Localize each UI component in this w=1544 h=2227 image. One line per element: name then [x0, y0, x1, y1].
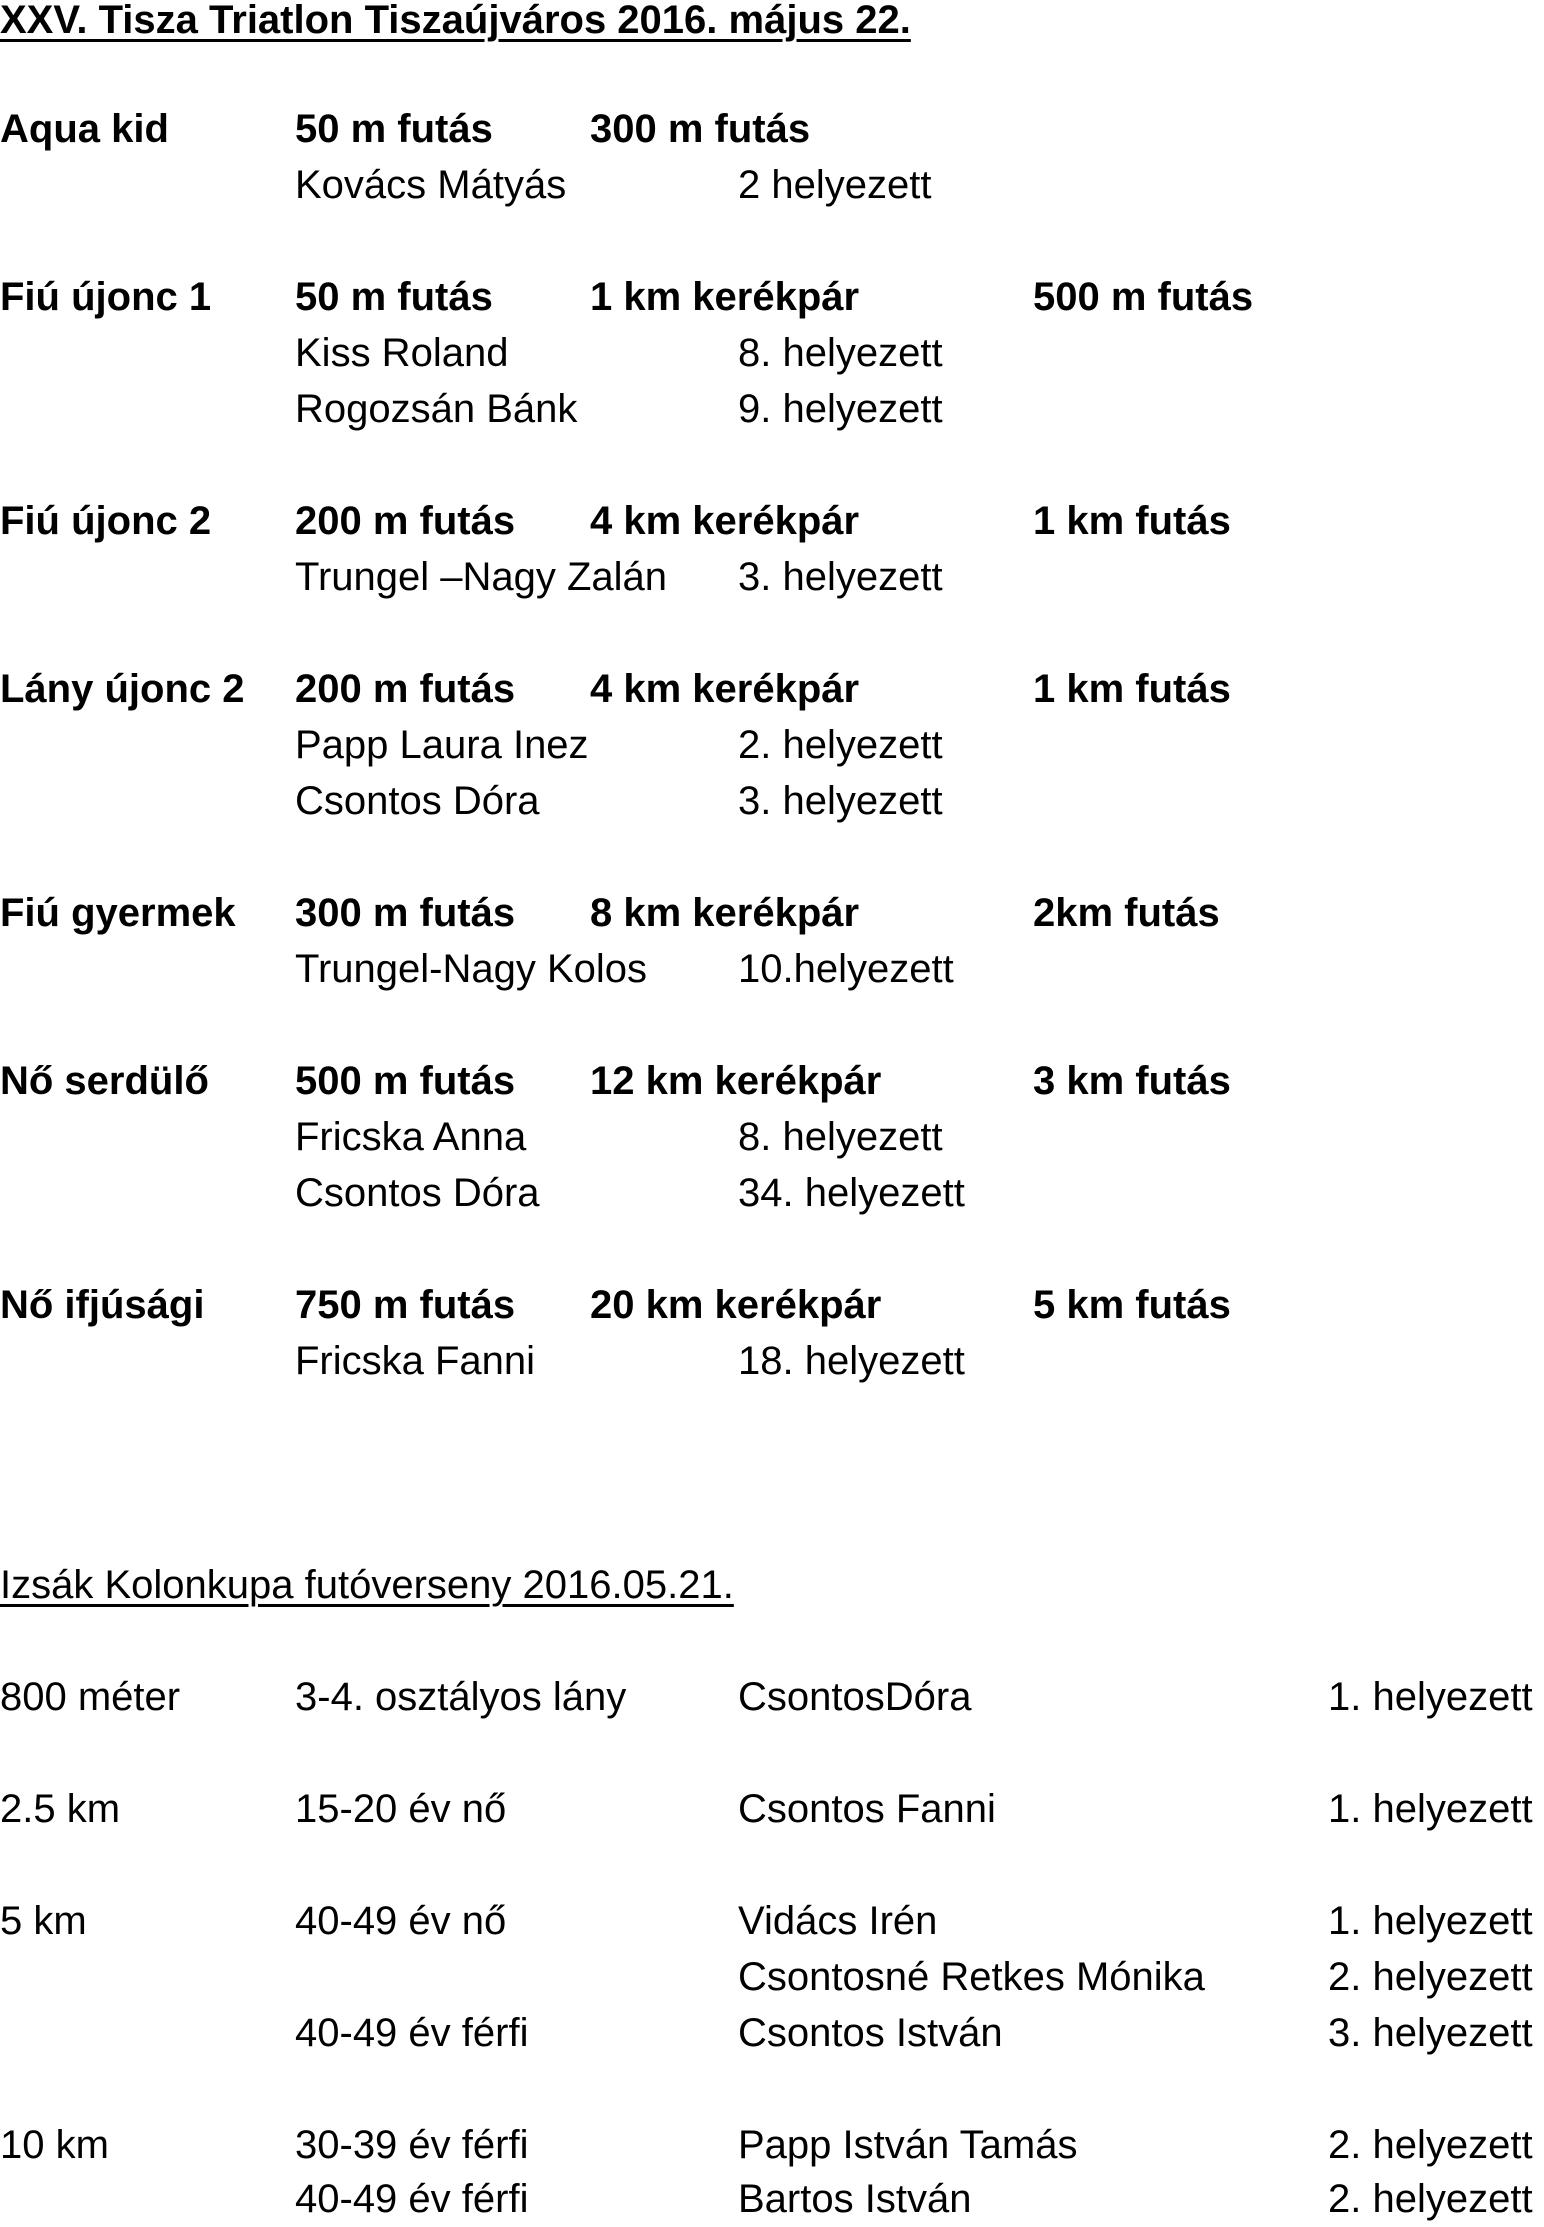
- placement: 1. helyezett: [1328, 1899, 1533, 1943]
- athlete-name: Csontos Dóra: [295, 779, 540, 823]
- leg-label: 1 km futás: [1033, 499, 1231, 543]
- leg-label: 500 m futás: [295, 1059, 516, 1103]
- leg-label: 4 km kerékpár: [590, 667, 860, 711]
- leg-label: 50 m futás: [295, 107, 493, 151]
- placement: 34. helyezett: [738, 1171, 965, 1215]
- athlete-name: Papp István Tamás: [738, 2123, 1078, 2167]
- athlete-name: Vidács Irén: [738, 1899, 938, 1943]
- leg-label: 300 m futás: [590, 107, 811, 151]
- placement: 1. helyezett: [1328, 1787, 1533, 1831]
- placement: 2. helyezett: [738, 723, 943, 767]
- placement: 3. helyezett: [1328, 2011, 1533, 2055]
- leg-label: 200 m futás: [295, 499, 516, 543]
- category-label: Fiú újonc 2: [0, 499, 212, 543]
- leg-label: 8 km kerékpár: [590, 891, 860, 935]
- athlete-name: Kovács Mátyás: [295, 163, 567, 207]
- age-category: 40-49 év férfi: [295, 2011, 529, 2055]
- age-category: 15-20 év nő: [295, 1787, 507, 1831]
- athlete-name: Csontos Dóra: [295, 1171, 540, 1215]
- placement: 2. helyezett: [1328, 2123, 1533, 2167]
- triathlon-title: XXV. Tisza Triatlon Tiszaújváros 2016. május 22.: [0, 0, 911, 42]
- leg-label: 2km futás: [1033, 891, 1220, 935]
- placement: 2. helyezett: [1328, 2177, 1533, 2221]
- athlete-name: Fricska Fanni: [295, 1339, 536, 1383]
- distance-label: 2.5 km: [0, 1787, 121, 1831]
- athlete-name: CsontosDóra: [738, 1675, 972, 1719]
- age-category: 40-49 év férfi: [295, 2177, 529, 2221]
- athlete-name: Bartos István: [738, 2177, 972, 2221]
- leg-label: 4 km kerékpár: [590, 499, 860, 543]
- placement: 10.helyezett: [738, 947, 954, 991]
- leg-label: 500 m futás: [1033, 275, 1254, 319]
- leg-label: 1 km kerékpár: [590, 275, 860, 319]
- leg-label: 750 m futás: [295, 1283, 516, 1327]
- leg-label: 5 km futás: [1033, 1283, 1231, 1327]
- category-label: Fiú gyermek: [0, 891, 236, 935]
- athlete-name: Trungel-Nagy Kolos: [295, 947, 648, 991]
- age-category: 30-39 év férfi: [295, 2123, 529, 2167]
- placement: 8. helyezett: [738, 1115, 943, 1159]
- placement: 18. helyezett: [738, 1339, 965, 1383]
- distance-label: 5 km: [0, 1899, 87, 1943]
- athlete-name: Fricska Anna: [295, 1115, 527, 1159]
- leg-label: 300 m futás: [295, 891, 516, 935]
- placement: 3. helyezett: [738, 555, 943, 599]
- athlete-name: Kiss Roland: [295, 331, 509, 375]
- run-race-title: Izsák Kolonkupa futóverseny 2016.05.21.: [0, 1563, 734, 1607]
- category-label: Lány újonc 2: [0, 667, 245, 711]
- placement: 2. helyezett: [1328, 1955, 1533, 1999]
- leg-label: 200 m futás: [295, 667, 516, 711]
- placement: 8. helyezett: [738, 331, 943, 375]
- category-label: Aqua kid: [0, 107, 169, 151]
- athlete-name: Trungel –Nagy Zalán: [295, 555, 668, 599]
- distance-label: 800 méter: [0, 1675, 181, 1719]
- athlete-name: Csontos István: [738, 2011, 1003, 2055]
- leg-label: 1 km futás: [1033, 667, 1231, 711]
- placement: 3. helyezett: [738, 779, 943, 823]
- athlete-name: Csontosné Retkes Mónika: [738, 1955, 1205, 1999]
- placement: 2 helyezett: [738, 163, 932, 207]
- placement: 9. helyezett: [738, 387, 943, 431]
- age-category: 3-4. osztályos lány: [295, 1675, 627, 1719]
- placement: 1. helyezett: [1328, 1675, 1533, 1719]
- leg-label: 12 km kerékpár: [590, 1059, 882, 1103]
- athlete-name: Papp Laura Inez: [295, 723, 589, 767]
- athlete-name: Csontos Fanni: [738, 1787, 996, 1831]
- distance-label: 10 km: [0, 2123, 109, 2167]
- leg-label: 50 m futás: [295, 275, 493, 319]
- leg-label: 20 km kerékpár: [590, 1283, 882, 1327]
- leg-label: 3 km futás: [1033, 1059, 1231, 1103]
- age-category: 40-49 év nő: [295, 1899, 507, 1943]
- category-label: Nő serdülő: [0, 1059, 209, 1103]
- category-label: Nő ifjúsági: [0, 1283, 205, 1327]
- category-label: Fiú újonc 1: [0, 275, 212, 319]
- athlete-name: Rogozsán Bánk: [295, 387, 578, 431]
